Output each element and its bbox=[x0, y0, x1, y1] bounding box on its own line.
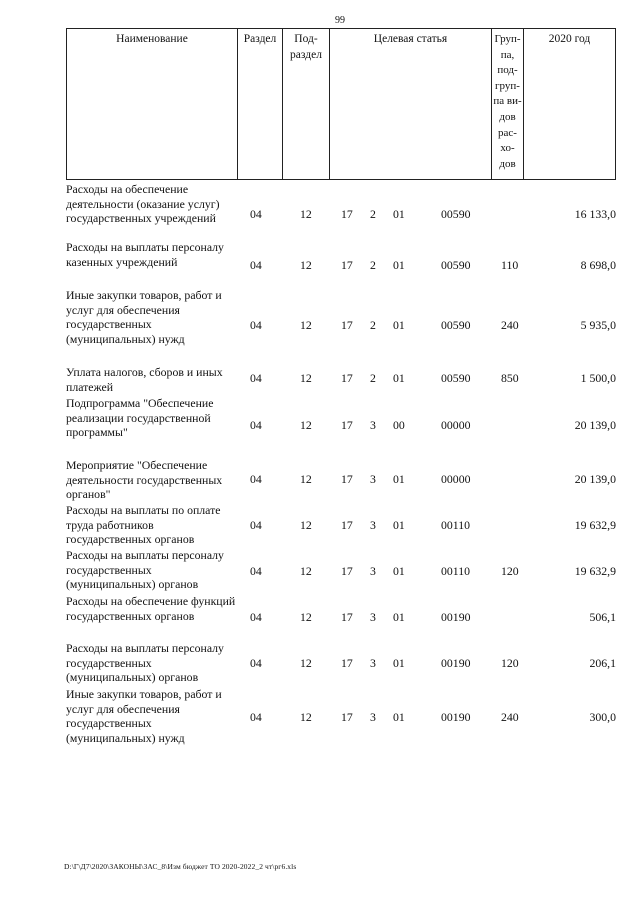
program-code-cell: 17 bbox=[341, 418, 353, 432]
row-name: Расходы на обеспечение деятельности (оказание услуг) государственных учреждений bbox=[66, 182, 220, 226]
program-code-cell: 17 bbox=[341, 207, 353, 221]
subprogram-code-cell: 3 bbox=[370, 564, 376, 578]
amount-cell: 20 139,0 bbox=[574, 418, 616, 432]
program-code-cell: 17 bbox=[341, 258, 353, 272]
amount-cell: 506,1 bbox=[589, 610, 616, 624]
subprogram-code-cell: 3 bbox=[370, 418, 376, 432]
razdel-cell: 04 bbox=[250, 371, 262, 385]
subprogram-code-cell: 2 bbox=[370, 258, 376, 272]
subprogram-code-cell: 2 bbox=[370, 207, 376, 221]
razdel-cell: 04 bbox=[250, 472, 262, 486]
subprogram-code-cell: 3 bbox=[370, 472, 376, 486]
direction-code-cell: 00590 bbox=[441, 207, 471, 221]
subprogram-code-cell: 3 bbox=[370, 518, 376, 532]
direction-code-cell: 00000 bbox=[441, 472, 471, 486]
direction-code-cell: 00590 bbox=[441, 371, 471, 385]
direction-code-cell: 00000 bbox=[441, 418, 471, 432]
row-name: Расходы на выплаты персоналу государственных (муниципальных) органов bbox=[66, 641, 224, 685]
event-code-cell: 01 bbox=[393, 258, 405, 272]
header-podrazdel: Под- раздел bbox=[283, 29, 330, 179]
header-expense-group: Груп- па, под- груп- па ви- дов рас- хо- дов bbox=[492, 29, 524, 179]
row-name: Иные закупки товаров, работ и услуг для обеспечения государственных (муниципальных) нужд bbox=[66, 687, 222, 745]
program-code-cell: 17 bbox=[341, 472, 353, 486]
amount-cell: 20 139,0 bbox=[574, 472, 616, 486]
row-name: Расходы на обеспечение функций государственных органов bbox=[66, 594, 236, 623]
subprogram-code-cell: 3 bbox=[370, 710, 376, 724]
program-code-cell: 17 bbox=[341, 518, 353, 532]
amount-cell: 16 133,0 bbox=[574, 207, 616, 221]
podrazdel-cell: 12 bbox=[300, 258, 312, 272]
event-code-cell: 01 bbox=[393, 472, 405, 486]
row-name: Расходы на выплаты персоналу казенных учреждений bbox=[66, 240, 224, 269]
subprogram-code-cell: 2 bbox=[370, 371, 376, 385]
row-name: Уплата налогов, сборов и иных платежей bbox=[66, 365, 223, 394]
podrazdel-cell: 12 bbox=[300, 318, 312, 332]
file-path-footer: D:\Г\Д7\2020\ЗАКОНЫ\ЗАС_8\Изм бюджет ТО 2020-2022_2 чт\рг6.xls bbox=[64, 862, 297, 871]
amount-cell: 206,1 bbox=[589, 656, 616, 670]
direction-code-cell: 00190 bbox=[441, 656, 471, 670]
row-name: Подпрограмма "Обеспечение реализации государственной программы" bbox=[66, 396, 214, 440]
subprogram-code-cell: 3 bbox=[370, 610, 376, 624]
event-code-cell: 01 bbox=[393, 371, 405, 385]
event-code-cell: 01 bbox=[393, 518, 405, 532]
header-year-2020: 2020 год bbox=[548, 33, 591, 45]
razdel-cell: 04 bbox=[250, 610, 262, 624]
razdel-cell: 04 bbox=[250, 656, 262, 670]
direction-code-cell: 00110 bbox=[441, 518, 471, 532]
razdel-cell: 04 bbox=[250, 207, 262, 221]
program-code-cell: 17 bbox=[341, 371, 353, 385]
amount-cell: 5 935,0 bbox=[580, 318, 616, 332]
expense-type-cell: 120 bbox=[501, 564, 519, 578]
podrazdel-cell: 12 bbox=[300, 371, 312, 385]
header-razdel: Раздел bbox=[238, 29, 283, 179]
podrazdel-cell: 12 bbox=[300, 207, 312, 221]
subprogram-code-cell: 3 bbox=[370, 656, 376, 670]
event-code-cell: 01 bbox=[393, 610, 405, 624]
podrazdel-cell: 12 bbox=[300, 472, 312, 486]
event-code-cell: 01 bbox=[393, 656, 405, 670]
expense-type-cell: 850 bbox=[501, 371, 519, 385]
event-code-cell: 01 bbox=[393, 564, 405, 578]
amount-cell: 19 632,9 bbox=[574, 518, 616, 532]
event-code-cell: 01 bbox=[393, 318, 405, 332]
program-code-cell: 17 bbox=[341, 564, 353, 578]
razdel-cell: 04 bbox=[250, 710, 262, 724]
program-code-cell: 17 bbox=[341, 656, 353, 670]
row-name: Мероприятие "Обеспечение деятельности государственных органов" bbox=[66, 458, 223, 502]
direction-code-cell: 00190 bbox=[441, 610, 471, 624]
expense-type-cell: 240 bbox=[501, 710, 519, 724]
expense-type-cell: 110 bbox=[501, 258, 519, 272]
direction-code-cell: 00190 bbox=[441, 710, 471, 724]
razdel-cell: 04 bbox=[250, 418, 262, 432]
podrazdel-cell: 12 bbox=[300, 518, 312, 532]
event-code-cell: 00 bbox=[393, 418, 405, 432]
row-name: Расходы на выплаты персоналу государственных (муниципальных) органов bbox=[66, 548, 224, 592]
header-target-article: Целевая статья bbox=[330, 29, 492, 179]
razdel-cell: 04 bbox=[250, 518, 262, 532]
amount-cell: 300,0 bbox=[589, 710, 616, 724]
podrazdel-cell: 12 bbox=[300, 564, 312, 578]
header-name: Наименование bbox=[67, 29, 238, 179]
razdel-cell: 04 bbox=[250, 564, 262, 578]
direction-code-cell: 00110 bbox=[441, 564, 471, 578]
razdel-cell: 04 bbox=[250, 318, 262, 332]
expense-type-cell: 240 bbox=[501, 318, 519, 332]
direction-code-cell: 00590 bbox=[441, 318, 471, 332]
podrazdel-cell: 12 bbox=[300, 418, 312, 432]
expense-type-cell: 120 bbox=[501, 656, 519, 670]
row-name: Иные закупки товаров, работ и услуг для обеспечения государственных (муниципальных) нужд bbox=[66, 288, 222, 346]
row-name: Расходы на выплаты по оплате труда работников государственных органов bbox=[66, 503, 221, 547]
razdel-cell: 04 bbox=[250, 258, 262, 272]
program-code-cell: 17 bbox=[341, 318, 353, 332]
amount-cell: 19 632,9 bbox=[574, 564, 616, 578]
program-code-cell: 17 bbox=[341, 610, 353, 624]
amount-cell: 8 698,0 bbox=[580, 258, 616, 272]
podrazdel-cell: 12 bbox=[300, 656, 312, 670]
amount-cell: 1 500,0 bbox=[580, 371, 616, 385]
event-code-cell: 01 bbox=[393, 710, 405, 724]
program-code-cell: 17 bbox=[341, 710, 353, 724]
direction-code-cell: 00590 bbox=[441, 258, 471, 272]
podrazdel-cell: 12 bbox=[300, 710, 312, 724]
podrazdel-cell: 12 bbox=[300, 610, 312, 624]
subprogram-code-cell: 2 bbox=[370, 318, 376, 332]
page-number: 99 bbox=[335, 15, 345, 26]
event-code-cell: 01 bbox=[393, 207, 405, 221]
table-header bbox=[66, 28, 616, 180]
